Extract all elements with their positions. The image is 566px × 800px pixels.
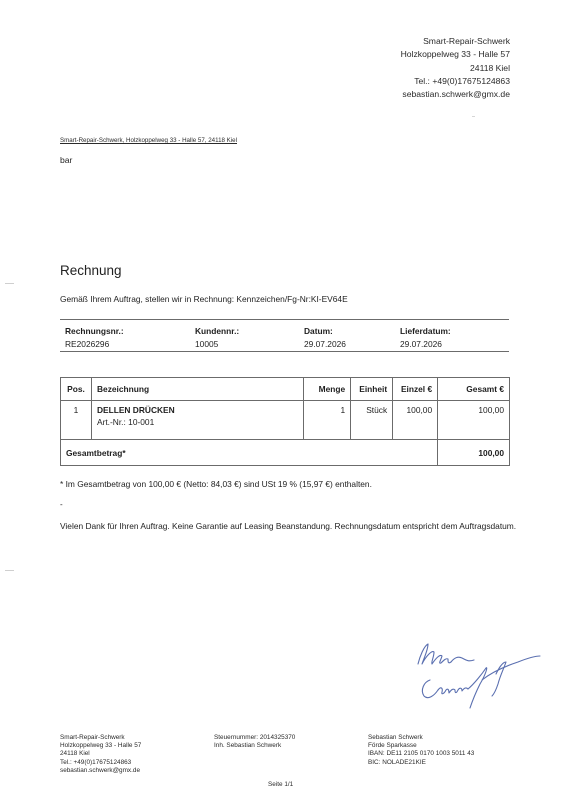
page-number: Seite 1/1 — [268, 781, 294, 788]
header-unit: Einheit — [351, 378, 393, 401]
footer-line: Smart-Repair-Schwerk — [60, 734, 125, 741]
footer-company-column — [60, 734, 141, 775]
invoice-meta-strip — [60, 319, 509, 352]
footer-line: IBAN: DE11 2105 0170 1003 5011 43 — [368, 750, 475, 758]
footer-line: Steuernummer: 2014325370 — [214, 734, 296, 741]
cell-unit: Stück — [351, 401, 393, 440]
grand-total-label: Gesamtbetrag* — [61, 440, 438, 466]
meta-label: Kundennr.: — [195, 326, 240, 336]
cell-total: 100,00 — [438, 401, 510, 440]
footer-line: Holzkoppelweg 33 - Halle 57 — [60, 742, 142, 750]
table-row — [61, 401, 510, 440]
header-description: Bezeichnung — [91, 378, 303, 401]
cell-pos: 1 — [61, 401, 92, 440]
recipient-name: bar — [60, 155, 73, 165]
meta-value: 29.07.2026 — [304, 339, 346, 349]
cell-quantity: 1 — [304, 401, 351, 440]
item-article-number: Art.-Nr.: 10-001 — [96, 417, 155, 427]
footer-line: 24118 Kiel — [60, 750, 90, 758]
tax-note: * Im Gesamtbetrag von 100,00 € (Netto: 84,03 €) sind USt 19 % (15,97 €) enthalten. — [60, 479, 372, 489]
cell-description — [91, 401, 303, 440]
meta-invoice-number — [65, 325, 124, 351]
header-pos: Pos. — [61, 378, 92, 401]
item-name: DELLEN DRÜCKEN — [96, 405, 175, 415]
scan-speck — [472, 116, 475, 117]
sender-company: Smart-Repair-Schwerk — [423, 36, 510, 46]
handwritten-signature — [408, 632, 548, 727]
footer-line: Inh. Sebastian Schwerk — [214, 742, 282, 750]
footer-bank-column — [368, 734, 474, 767]
meta-date — [304, 325, 346, 351]
footer-line: Förde Sparkasse — [368, 742, 417, 750]
sender-email: sebastian.schwerk@gmx.de — [402, 89, 510, 100]
meta-label: Datum: — [304, 326, 333, 336]
meta-value: 29.07.2026 — [400, 339, 442, 349]
sender-city: 24118 Kiel — [470, 62, 510, 73]
fold-mark — [5, 283, 14, 284]
grand-total-value: 100,00 — [438, 440, 510, 466]
fold-mark — [5, 570, 14, 571]
separator-dash: - — [60, 500, 63, 509]
document-title: Rechnung — [60, 263, 122, 278]
footer-line: sebastian.schwerk@gmx.de — [60, 766, 141, 774]
meta-delivery-date — [400, 325, 451, 351]
invoice-items-table — [60, 377, 510, 466]
footer-tax-column — [214, 734, 295, 750]
intro-text: Gemäß Ihrem Auftrag, stellen wir in Rechnung: Kennzeichen/Fg-Nr:KI-EV64E — [60, 294, 348, 304]
meta-customer-number — [195, 325, 239, 351]
meta-value: 10005 — [195, 339, 219, 349]
header-total: Gesamt € — [438, 378, 510, 401]
table-header-row — [61, 378, 510, 401]
sender-phone: Tel.: +49(0)17675124863 — [414, 75, 510, 86]
sender-street: Holzkoppelweg 33 - Halle 57 — [400, 49, 510, 60]
footer-line: Tel.: +49(0)17675124863 — [60, 758, 132, 766]
meta-value: RE2026296 — [65, 339, 110, 349]
footer-line: Sebastian Schwerk — [368, 734, 423, 741]
return-address-line: Smart-Repair-Schwerk, Holzkoppelweg 33 - Halle 57, 24118 Kiel — [60, 137, 237, 144]
header-quantity: Menge — [304, 378, 351, 401]
closing-text: Vielen Dank für Ihren Auftrag. Keine Garantie auf Leasing Beanstandung. Rechnungsdatum entspricht dem Auftragsdatum. — [60, 521, 517, 531]
sender-address-block — [401, 35, 510, 101]
meta-label: Lieferdatum: — [400, 326, 451, 336]
cell-unit-price: 100,00 — [393, 401, 438, 440]
footer-line: BIC: NOLADE21KIE — [368, 758, 426, 766]
meta-label: Rechnungsnr.: — [65, 326, 124, 336]
header-unit-price: Einzel € — [393, 378, 438, 401]
grand-total-row — [61, 440, 510, 466]
